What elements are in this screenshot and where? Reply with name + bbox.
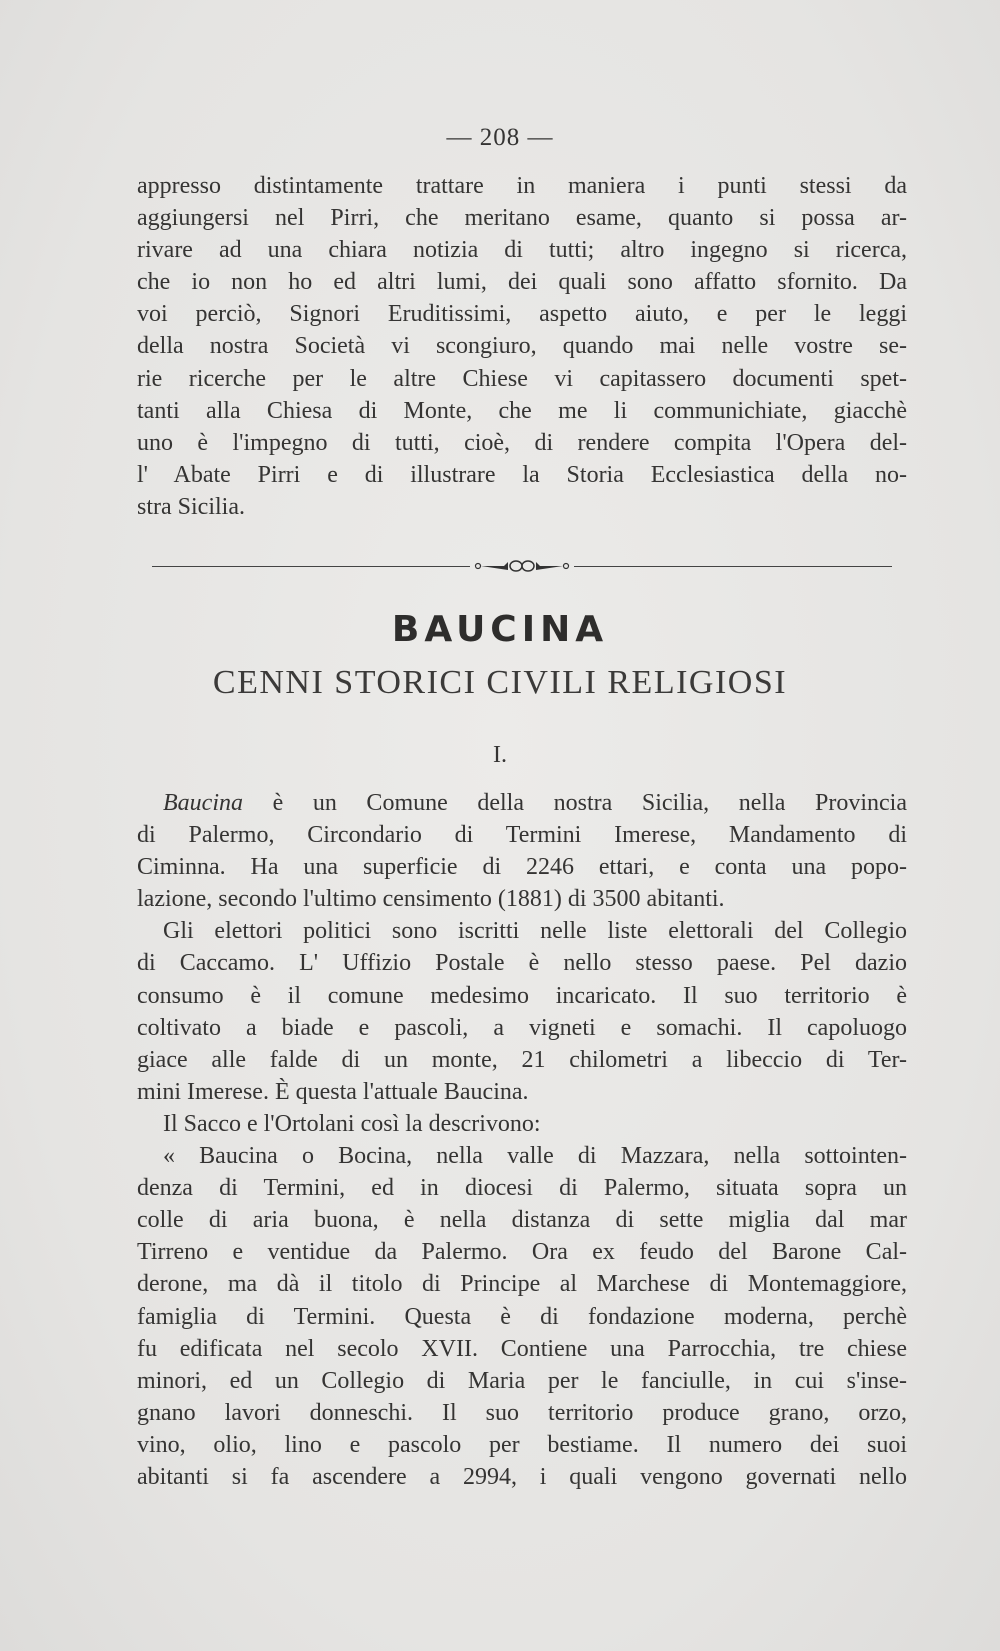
italic-term: Baucina [163, 790, 243, 816]
text-line [137, 787, 907, 819]
text-fragment: è un Comune della nostra Sicilia, nella Provincia [242, 790, 907, 816]
text-line: Tirreno e ventidue da Palermo. Ora ex feudo del Barone Cal- [137, 1239, 907, 1266]
ornament-icon [474, 558, 570, 576]
text-line: di Caccamo. L' Uffizio Postale è nello stesso paese. Pel dazio [137, 950, 907, 977]
text-line: Gli elettori politici sono iscritti nelle liste elettorali del Collegio [163, 918, 907, 945]
text-line: stra Sicilia. [137, 493, 245, 520]
ornamental-divider [152, 560, 892, 574]
text-line: lazione, secondo l'ultimo censimento (1881) di 3500 abitanti. [137, 886, 725, 913]
divider-rule-left [152, 566, 470, 567]
text-line: rivare ad una chiara notizia di tutti; altro ingegno si ricerca, [137, 237, 907, 264]
text-line: aggiungersi nel Pirri, che meritano esame, quanto si possa ar- [137, 205, 907, 232]
text-line: tanti alla Chiesa di Monte, che me li communichiate, giacchè [137, 397, 907, 424]
article-title: BAUCINA [391, 609, 609, 650]
text-line: appresso distintamente trattare in maniera i punti stessi da [137, 173, 907, 199]
text-line: Il Sacco e l'Ortolani così la descrivono: [163, 1110, 541, 1137]
text-line: colle di aria buona, è nella distanza di sette miglia dal mar [137, 1207, 907, 1234]
text-line: coltivato a biade e pascoli, a vigneti e somachi. Il capoluogo [137, 1014, 907, 1041]
article-subtitle: CENNI STORICI CIVILI RELIGIOSI [212, 664, 788, 701]
text-line: denza di Termini, ed in diocesi di Palermo, situata sopra un [137, 1175, 907, 1202]
text-line: consumo è il comune medesimo incaricato. Il suo territorio è [137, 982, 907, 1009]
text-line: « Baucina o Bocina, nella valle di Mazzara, nella sottointen- [163, 1143, 907, 1170]
text-line: voi perciò, Signori Eruditissimi, aspetto aiuto, e per le leggi [137, 301, 907, 328]
text-line: mini Imerese. È questa l'attuale Baucina. [137, 1078, 529, 1105]
divider-rule-right [574, 566, 892, 567]
text-line: della nostra Società vi scongiuro, quando mai nelle vostre se- [137, 333, 907, 360]
text-line: vino, olio, lino e pascolo per bestiame. Il numero dei suoi [137, 1431, 907, 1458]
text-line: che io non ho ed altri lumi, dei quali sono affatto sfornito. Da [137, 269, 907, 296]
text-line: l' Abate Pirri e di illustrare la Storia Ecclesiastica della no- [137, 461, 907, 488]
section-number: I. [493, 742, 507, 768]
text-line: minori, ed un Collegio di Maria per le fanciulle, in cui s'inse- [137, 1367, 907, 1394]
text-line: di Palermo, Circondario di Termini Imerese, Mandamento di [137, 822, 907, 849]
text-line: famiglia di Termini. Questa è di fondazione moderna, perchè [137, 1303, 907, 1330]
intro-paragraph [137, 170, 907, 523]
text-line: Ciminna. Ha una superficie di 2246 ettari, e conta una popo- [137, 854, 907, 881]
text-line: uno è l'impegno di tutti, cioè, di rendere compita l'Opera del- [137, 429, 907, 456]
text-line: gnano lavori donneschi. Il suo territorio produce grano, orzo, [137, 1399, 907, 1426]
page-number: — 208 — [446, 124, 554, 151]
article-body [137, 787, 907, 1493]
text-line: abitanti si fa ascendere a 2994, i quali vengono governati nello [137, 1463, 907, 1490]
text-line: giace alle falde di un monte, 21 chilometri a libeccio di Ter- [137, 1046, 907, 1073]
text-line: fu edificata nel secolo XVII. Contiene una Parrocchia, tre chiese [137, 1335, 907, 1362]
text-line: rie ricerche per le altre Chiese vi capitassero documenti spet- [137, 365, 907, 392]
text-line: derone, ma dà il titolo di Principe al Marchese di Montemaggiore, [137, 1271, 907, 1298]
